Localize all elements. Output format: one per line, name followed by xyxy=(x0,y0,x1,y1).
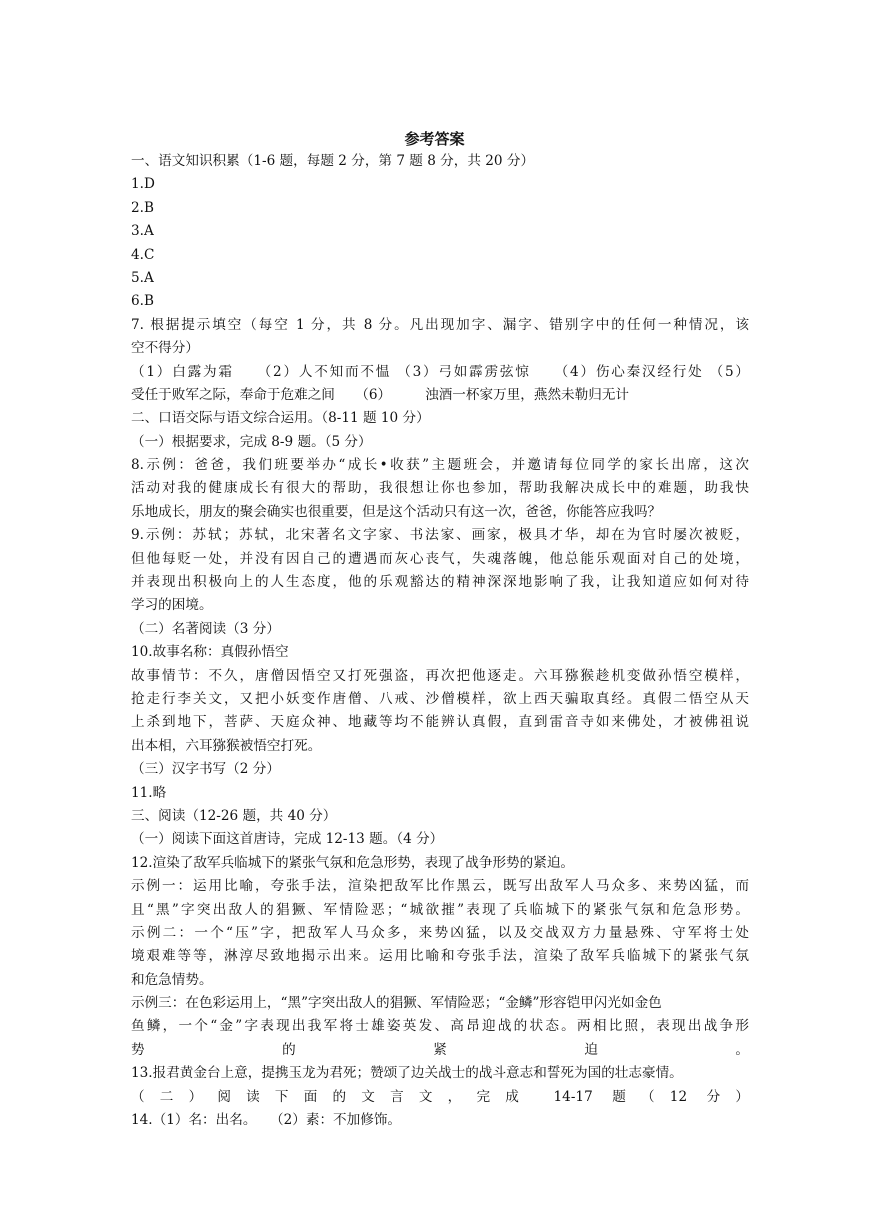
text-line xyxy=(131,899,749,922)
text-line xyxy=(131,454,749,477)
text-line: （一）根据要求，完成 8-9 题。（5 分） xyxy=(131,433,372,450)
text-line: 13.报君黄金台上意，提携玉龙为君死；赞颂了边关战士的战斗意志和誓死为国的壮志豪情。 xyxy=(131,1065,683,1082)
text-line-content: 且“黑”字突出敌人的猖獗、军情险恶；“城欲摧”表现了兵临城下的紧张气氛和危急形势。 xyxy=(131,901,749,918)
text-line xyxy=(131,945,749,968)
text-line xyxy=(131,361,749,384)
text-line: 5.A xyxy=(131,269,154,286)
text-line xyxy=(131,711,749,734)
text-line-content: 示例一：运用比喻，夸张手法，渲染把敌军比作黑云，既写出敌军人马众多、来势凶猛，而 xyxy=(131,878,749,895)
text-line xyxy=(131,665,749,688)
text-line: 10.故事名称：真假孙悟空 xyxy=(131,644,289,661)
text-line: （一）阅读下面这首唐诗，完成 12-13 题。（4 分） xyxy=(131,831,444,848)
text-line: 11.略 xyxy=(131,784,167,801)
text-line xyxy=(131,1039,749,1062)
text-line-content: 但他每贬一处，并没有因自己的遭遇而灰心丧气，失魂落魄，他总能乐观面对自己的处境， xyxy=(131,550,749,567)
text-line-content: 8.示例：爸爸，我们班要举办“成长•收获”主题班会，并邀请每位同学的家长出席，这次 xyxy=(131,457,749,474)
text-line: 2.B xyxy=(131,199,154,216)
text-line xyxy=(131,314,749,337)
text-line: 4.C xyxy=(131,246,155,263)
text-line xyxy=(131,571,749,594)
text-line-content: （二）阅读下面的文言文，完成 14-17 题（12 分） xyxy=(131,1088,749,1105)
text-line: 6.B xyxy=(131,293,154,310)
text-line: 一、语文知识积累（1-6 题，每题 2 分，第 7 题 8 分，共 20 分） xyxy=(131,153,535,169)
text-line: 二、口语交际与语文综合运用。（8-11 题 10 分） xyxy=(131,410,430,427)
text-line: 学习的困境。 xyxy=(131,597,213,614)
text-line xyxy=(131,1015,749,1038)
text-line-content: 境艰难等等，淋淳尽致地揭示出来。运用比喻和夸张手法，渲染了敌军兵临城下的紧张气氛 xyxy=(131,948,749,965)
text-line-content: 抢走行李关文，又把小妖变作唐僧、八戒、沙僧模样，欲上西天骗取真经。真假二悟空从天 xyxy=(131,690,749,707)
text-line xyxy=(131,524,749,547)
text-line: 三、阅读（12-26 题，共 40 分） xyxy=(131,807,337,824)
text-line xyxy=(131,477,749,500)
text-line xyxy=(131,688,749,711)
text-line-content: （1）白露为霜 （2）人不知而不愠 （3）弓如霹雳弦惊 （4）伤心秦汉经行处 （5） xyxy=(131,363,749,380)
text-line: （三）汉字书写（2 分） xyxy=(131,761,280,778)
text-line xyxy=(131,875,749,898)
document-body xyxy=(131,150,749,1132)
text-line: 出本相，六耳猕猴被悟空打死。 xyxy=(131,737,322,754)
text-line xyxy=(131,548,749,571)
text-line-content: 故事情节：不久，唐僧因悟空又打死强盗，再次把他逐走。六耳猕猴趁机变做孙悟空模样， xyxy=(131,667,749,684)
text-line: 和危急情势。 xyxy=(131,971,213,988)
text-line xyxy=(131,1086,749,1109)
text-line xyxy=(131,922,749,945)
text-line-content: 上杀到地下，菩萨、天庭众神、地藏等均不能辨认真假，直到雷音寺如来佛处，才被佛祖说 xyxy=(131,714,749,731)
text-line: 示例三：在色彩运用上，“黑”字突出敌人的猖獗、军情险恶；“金鳞”形容铠甲闪光如金色 xyxy=(131,995,662,1012)
text-line: 12.渲染了敌军兵临城下的紧张气氛和危急形势，表现了战争形势的紧迫。 xyxy=(131,854,575,871)
text-line: 3.A xyxy=(131,223,154,240)
text-line-content: 活动对我的健康成长有很大的帮助，我很想让你也参加，帮助我解决成长中的难题，助我快 xyxy=(131,480,749,497)
text-line: 1.D xyxy=(131,176,155,193)
text-line-content: 示例二：一个“压”字，把敌军人马众多，来势凶猛，以及交战双方力量悬殊、守军将士处 xyxy=(131,924,749,941)
text-line: 空不得分） xyxy=(131,340,199,357)
text-line-content: 势的紧迫。 xyxy=(131,1041,749,1058)
text-line-content: 7. 根据提示填空（每空 1 分，共 8 分。凡出现加字、漏字、错别字中的任何一种情况，该 xyxy=(131,316,749,333)
text-line: 受任于败军之际，奉命于危难之间 （6） 浊酒一杯家万里，燕然未勒归无计 xyxy=(131,386,630,403)
text-line: （二）名著阅读（3 分） xyxy=(131,620,280,637)
text-line: 14.（1）名：出名。 （2）素：不加修饰。 xyxy=(131,1112,402,1129)
text-line-content: 9.示例：苏轼；苏轼，北宋著名文字家、书法家、画家，极具才华，却在为官时屡次被贬， xyxy=(131,527,749,544)
page-title: 参考答案 xyxy=(404,130,465,148)
text-line: 乐地成长，朋友的聚会确实也很重要，但是这个活动只有这一次，爸爸，你能答应我吗？ xyxy=(131,503,662,520)
text-line-content: 鱼鳞，一个“金”字表现出我军将士雄姿英发、高昂迎战的状态。两相比照，表现出战争形 xyxy=(131,1018,749,1035)
text-line-content: 并表现出积极向上的人生态度，他的乐观豁达的精神深深地影响了我，让我知道应如何对待 xyxy=(131,574,749,591)
